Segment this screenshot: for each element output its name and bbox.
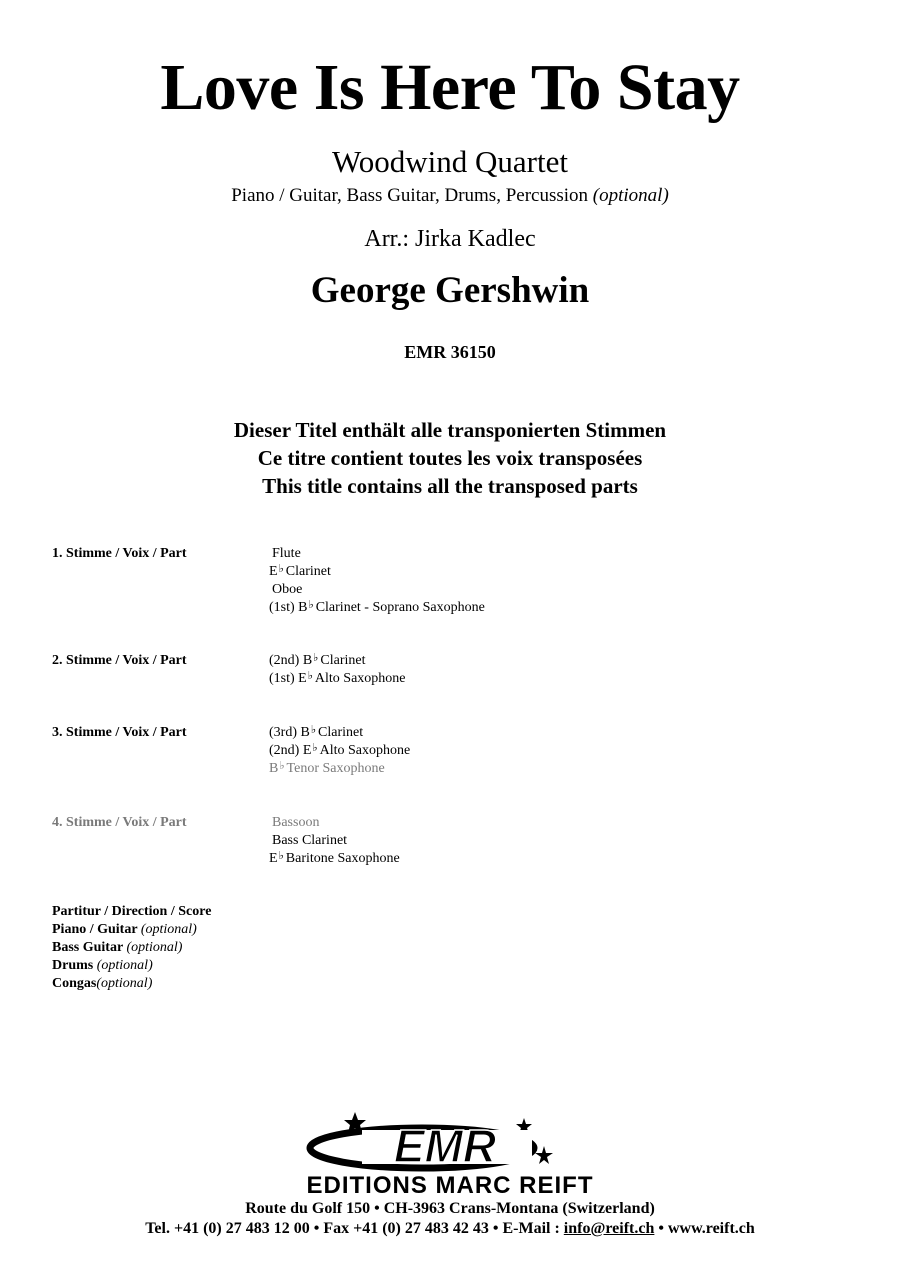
emr-logo [300,1108,600,1178]
part-label: 3. Stimme / Voix / Part [52,725,187,740]
title: Love Is Here To Stay [160,51,740,124]
catalog-number: EMR 36150 [404,342,496,362]
contact-phone-fax: Tel. +41 (0) 27 483 12 00 • Fax +41 (0) 27 483 42 43 • E-Mail : [145,1220,564,1237]
instrument-item: (1st) B♭ Clarinet - Soprano Saxophone [269,599,485,615]
instrument-item: E♭ Clarinet [269,563,331,579]
instrument-item: E♭ Baritone Saxophone [269,850,400,866]
instrument-item: Bass Clarinet [272,833,348,848]
logo-text: EMR [393,1120,497,1172]
part-label: 4. Stimme / Voix / Part [52,815,187,830]
extra-part-item: Bass Guitar (optional) [52,940,183,955]
instrument-item: (2nd) E♭ Alto Saxophone [269,742,411,758]
part-instrument-list [269,724,410,778]
publisher-contact [0,1219,900,1239]
part-instrument-list [269,814,400,868]
notice-english: This title contains all the transposed parts [262,474,638,498]
part-label: 1. Stimme / Voix / Part [52,546,187,561]
contact-website: • www.reift.ch [654,1220,755,1237]
part-instrument-list [269,652,406,688]
composer: George Gershwin [310,270,590,311]
instrument-item: (2nd) B♭ Clarinet [269,652,366,668]
part-instrument-list [269,545,485,617]
extra-part-item: Partitur / Direction / Score [52,904,212,919]
email-link[interactable]: info@reift.ch [563,1220,655,1237]
part-label: 2. Stimme / Voix / Part [52,653,187,668]
instrument-item: Flute [272,546,301,561]
notice-french: Ce titre contient toutes les voix transposées [257,446,643,470]
publisher-address: Route du Golf 150 • CH-3963 Crans-Montana (Switzerland) [245,1200,655,1217]
instrument-item: Bassoon [272,815,320,830]
extra-part-item: Drums (optional) [52,958,153,973]
instrument-item: B♭ Tenor Saxophone [269,760,385,776]
instrumentation-optional: (optional) [592,185,669,206]
extra-parts-list [52,903,211,993]
instrument-item: Oboe [272,582,303,597]
subtitle: Woodwind Quartet [332,144,568,179]
extra-part-item: Congas(optional) [52,976,153,991]
publisher-name: EDITIONS MARC REIFT [306,1172,594,1199]
notice-german: Dieser Titel enthält alle transponierten Stimmen [233,418,667,442]
instrumentation [0,184,900,208]
instrument-item: (3rd) B♭ Clarinet [269,724,364,740]
instrument-item: (1st) E♭ Alto Saxophone [269,670,406,686]
instrumentation-main: Piano / Guitar, Bass Guitar, Drums, Percussion [231,185,593,206]
extra-part-item: Piano / Guitar (optional) [52,922,197,937]
arranger: Arr.: Jirka Kadlec [364,226,536,252]
